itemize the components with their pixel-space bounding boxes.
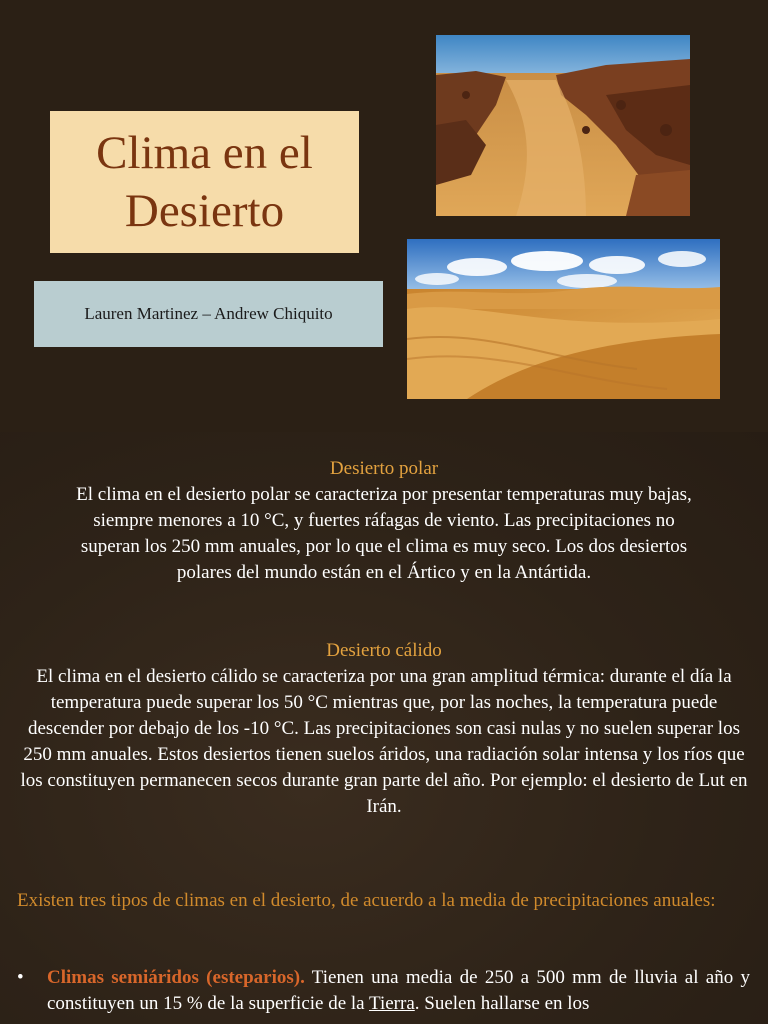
list-item [17,965,750,1017]
list-item-text-a: Tienen una media de 250 a 500 mm de lluvia al año y constituyen un 15 % de la superficie de la [47,967,750,1014]
polar-section [20,456,748,586]
title-box [50,111,359,253]
authors-text: Lauren Martinez – Andrew Chiquito [84,304,333,323]
list-item-text [47,965,750,1017]
polar-body: El clima en el desierto polar se caracteriza por presentar temperaturas muy bajas, siempre menores a 10 °C, y fuertes ráfagas de viento. Las precipitaciones no superan los 250 mm anuales, por lo que el clima es muy seco. Los dos desiertos polares del mundo están en el Ártico y en la Antártida. [76,484,692,583]
page-title: Clima en el Desierto [96,127,313,237]
authors-box [34,281,383,347]
polar-heading: Desierto polar [329,458,439,479]
calido-section [20,638,748,820]
tierra-link[interactable]: Tierra [369,993,415,1014]
sand-dunes-photo [407,239,720,399]
rocky-desert-path-photo [436,35,690,216]
bullet-marker: • [17,967,24,988]
calido-body: El clima en el desierto cálido se caracteriza por una gran amplitud térmica: durante el día la temperatura puede superar los 50 °C mientras que, por las noches, la temperatura puede descender por debajo de los -10 °C. Las precipitaciones son casi nulas y no suelen superar los 250 mm anuales. Estos desiertos tienen suelos áridos, una radiación solar intensa y los ríos que los constituyen permanecen secos durante gran parte del año. Por ejemplo: el desierto de Lut en Irán. [20,666,748,817]
climate-type-term: Climas semiáridos (esteparios). [47,967,305,988]
calido-heading: Desierto cálido [326,640,442,661]
climate-types-intro: Existen tres tipos de climas en el desierto, de acuerdo a la media de precipitaciones anuales: [17,890,716,911]
list-item-text-b: . Suelen hallarse en los [414,993,590,1014]
